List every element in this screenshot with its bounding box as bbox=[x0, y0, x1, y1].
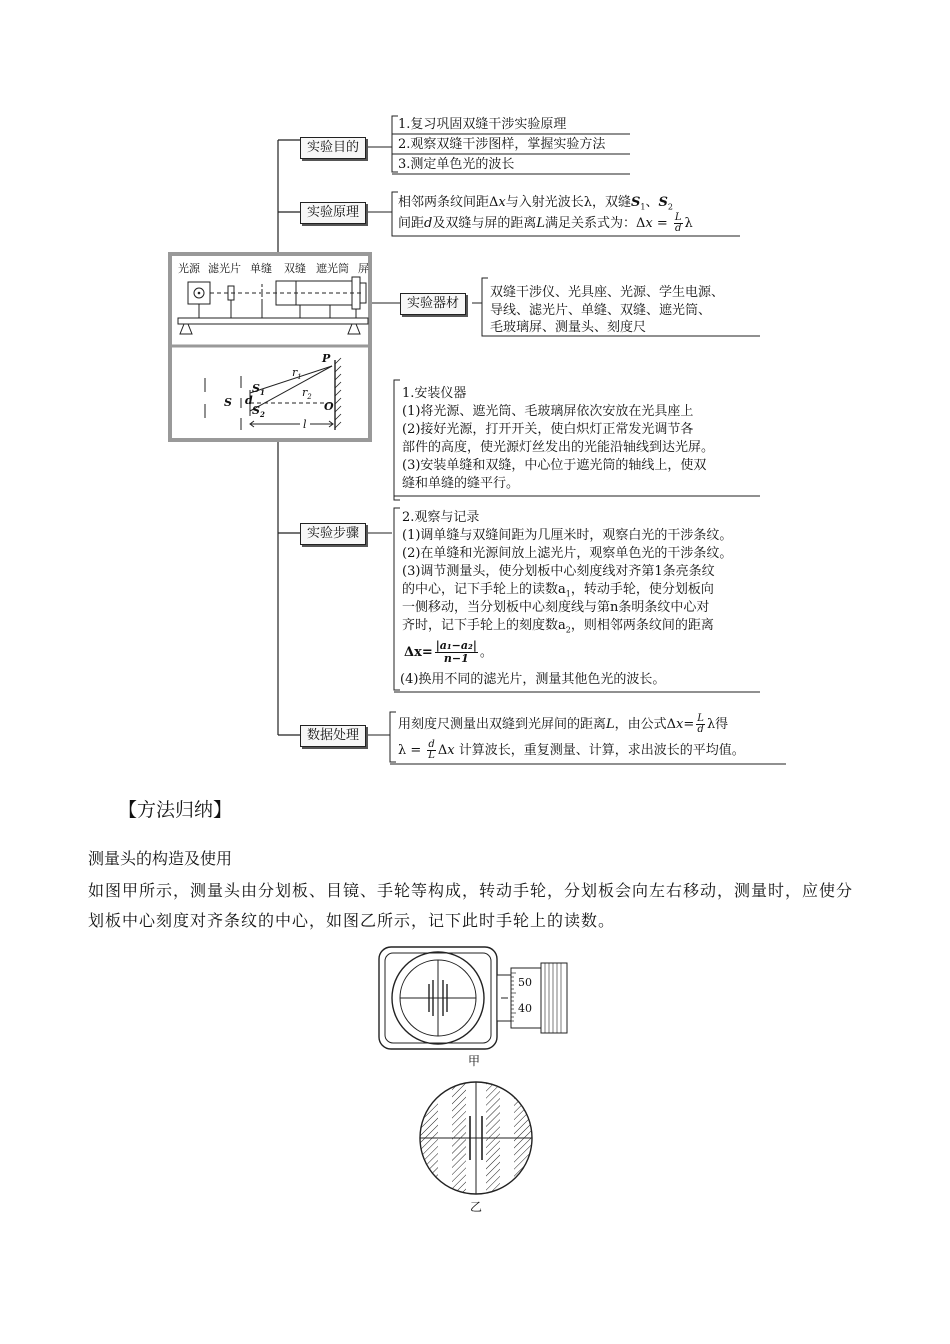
equipment-line-2: 导线、滤光片、单缝、双缝、遮光筒、 bbox=[490, 303, 712, 318]
geom-d: d bbox=[245, 394, 253, 407]
geom-O: O bbox=[324, 400, 334, 413]
data-line-1: 用刻度尺测量出双缝到光屏间的距离L，由公式Δx= $\frac{L}{d}$ λ得 bbox=[398, 713, 729, 735]
steps-b1-line-2: (1)将光源、遮光筒、毛玻璃屏依次安放在光具座上 bbox=[402, 404, 694, 419]
steps-b2-line-4: (3)调节测量头，使分划板中心刻度线对齐第1条亮条纹 bbox=[402, 564, 715, 579]
principle-fraction: $\frac{L}{d}$ bbox=[674, 212, 682, 234]
steps-b2-line-3: (2)在单缝和光源间放上滤光片，观察单色光的干涉条纹。 bbox=[402, 546, 733, 561]
equipment-line-1: 双缝干涉仪、光具座、光源、学生电源、 bbox=[490, 285, 725, 300]
jia-scale-50: 50 bbox=[518, 976, 532, 989]
steps-b2-line-2: (1)调单缝与双缝间距为几厘米时，观察白光的干涉条纹。 bbox=[402, 528, 733, 543]
principle-line-2: 间距d及双缝与屏的距离L满足关系式为：Δx = $\frac{L}{d}$ λ bbox=[398, 212, 693, 234]
label-shade-tube: 遮光筒 bbox=[316, 262, 349, 275]
steps-b1-line-1: 1.安装仪器 bbox=[402, 386, 467, 401]
geom-S1: $S_1$ bbox=[252, 382, 265, 398]
equipment-line-3: 毛玻璃屏、测量头、刻度尺 bbox=[490, 320, 647, 335]
steps-b1-line-4: 部件的高度，使光源灯丝发出的光能沿轴线到达光屏。 bbox=[402, 440, 715, 455]
section-paragraph: 如图甲所示，测量头由分划板、目镜、手轮等构成，转动手轮，分划板会向左右移动，测量时，应使分划板中心刻度对齐条纹的中心，如图乙所示，记下此时手轮上的读数。 bbox=[88, 881, 854, 930]
purpose-item-1: 1.复习巩固双缝干涉实验原理 bbox=[398, 117, 567, 132]
label-screen: 屏 bbox=[358, 262, 369, 275]
geom-r2: $r_2$ bbox=[302, 386, 312, 402]
purpose-item-3: 3.测定单色光的波长 bbox=[398, 157, 515, 172]
steps-b1-line-6: 缝和单缝的缝平行。 bbox=[402, 476, 520, 491]
label-single-slit: 单缝 bbox=[250, 262, 272, 275]
purpose-label: 实验目的 bbox=[300, 137, 366, 159]
steps-b2-line-5: 的中心，记下手轮上的读数$a_1$，转动手轮，使分划板向 bbox=[402, 582, 714, 599]
section-heading: 【方法归纳】 bbox=[118, 799, 233, 821]
jia-caption: 甲 bbox=[468, 1054, 481, 1068]
section-subtitle: 测量头的构造及使用 bbox=[88, 849, 233, 868]
geom-l: l bbox=[300, 418, 310, 432]
data-line-2: λ = $\frac{d}{L}$ Δx 计算波长，重复测量、计算，求出波长的平均值。 bbox=[398, 739, 745, 761]
steps-b2-line-1: 2.观察与记录 bbox=[402, 510, 480, 525]
steps-b1-line-3: (2)接好光源，打开开关，使白炽灯正常发光调节各 bbox=[402, 422, 694, 437]
geom-S: S bbox=[224, 396, 232, 409]
principle-line-1: 相邻两条纹间距Δx与入射光波长λ，双缝$S_1$、$S_2$ bbox=[398, 195, 673, 212]
principle-label: 实验原理 bbox=[300, 202, 366, 224]
label-filter: 滤光片 bbox=[208, 262, 241, 275]
steps-b2-end: (4)换用不同的滤光片，测量其他色光的波长。 bbox=[400, 672, 666, 687]
steps-b2-line-6: 一侧移动，当分划板中心刻度线与第n条明条纹中心对 bbox=[402, 600, 710, 615]
geom-P: P bbox=[322, 352, 331, 365]
yi-caption: 乙 bbox=[470, 1200, 483, 1214]
equipment-label: 实验器材 bbox=[400, 293, 466, 315]
label-double-slit: 双缝 bbox=[284, 262, 306, 275]
geom-S2: $S_2$ bbox=[252, 404, 265, 420]
label-light-source: 光源 bbox=[178, 262, 200, 275]
steps-b2-line-7: 齐时，记下手轮上的刻度数$a_2$，则相邻两条纹间的距离 bbox=[402, 618, 714, 635]
steps-label: 实验步骤 bbox=[300, 523, 366, 545]
data-label: 数据处理 bbox=[300, 725, 366, 747]
purpose-item-2: 2.观察双缝干涉图样，掌握实验方法 bbox=[398, 137, 606, 152]
steps-formula: Δx= $\frac{\text{|a₁−a₂|}}{n-1}$ 。 bbox=[404, 639, 493, 665]
geom-r1: $r_1$ bbox=[292, 366, 302, 382]
steps-b1-line-5: (3)安装单缝和双缝，中心位于遮光筒的轴线上，使双 bbox=[402, 458, 707, 473]
jia-scale-40: 40 bbox=[518, 1002, 532, 1015]
